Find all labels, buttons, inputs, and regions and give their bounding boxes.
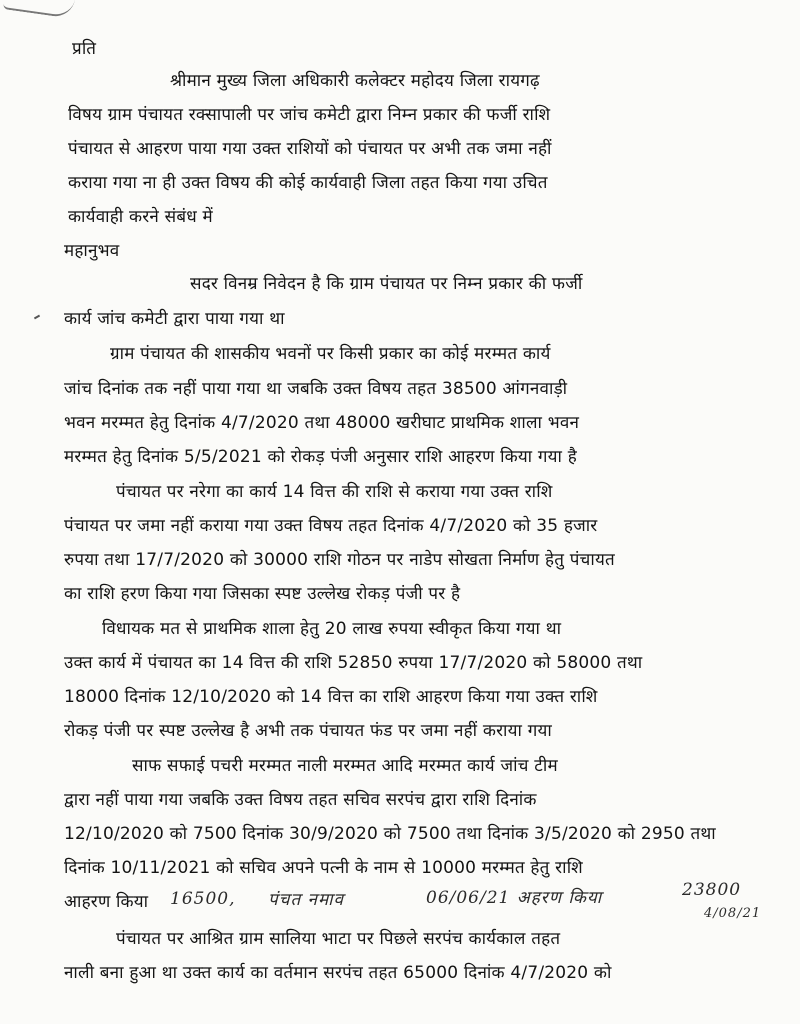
body-line-19: आहरण किया — [64, 892, 149, 912]
body-line-13: 18000 दिनांक 12/10/2020 को 14 वित्त का राशि आहरण किया गया उक्त राशि — [64, 687, 598, 707]
handwritten-total: 23800 — [682, 880, 742, 900]
body-line-12: उक्त कार्य में पंचायत का 14 वित्त की राशि 52850 रुपया 17/7/2020 को 58000 तथा — [64, 653, 643, 673]
subject-line-3: कराया गया ना ही उक्त विषय की कोई कार्यवाही जिला तहत किया गया उचित — [68, 173, 548, 193]
body-line-2: कार्य जांच कमेटी द्वारा पाया गया था — [64, 309, 285, 329]
handwritten-margin-date: 4/08/21 — [704, 906, 762, 921]
subject-line-1: विषय ग्राम पंचायत रक्सापाली पर जांच कमेटी द्वारा निम्न प्रकार की फर्जी राशि — [68, 105, 551, 125]
body-line-15: साफ सफाई पचरी मरम्मत नाली मरम्मत आदि मरम्मत कार्य जांच टीम — [132, 756, 558, 776]
body-line-5: भवन मरम्मत हेतु दिनांक 4/7/2020 तथा 48000 खरीघाट प्राथमिक शाला भवन — [64, 413, 580, 433]
body-line-10: का राशि हरण किया गया जिसका स्पष्ट उल्लेख रोकड़ पंजी पर है — [64, 584, 461, 604]
body-line-4: जांच दिनांक तक नहीं पाया गया था जबकि उक्त विषय तहत 38500 आंगनवाड़ी — [64, 379, 568, 399]
body-line-8: पंचायत पर जमा नहीं कराया गया उक्त विषय तहत दिनांक 4/7/2020 को 35 हजार — [64, 516, 598, 536]
body-line-3: ग्राम पंचायत की शासकीय भवनों पर किसी प्रकार का कोई मरम्मत कार्य — [110, 344, 551, 364]
body-line-16: द्वारा नहीं पाया गया जबकि उक्त विषय तहत सचिव सरपंच द्वारा राशि दिनांक — [64, 790, 537, 810]
corner-pen-mark — [3, 0, 75, 19]
greeting: महानुभव — [64, 241, 120, 261]
handwritten-date: 06/06/21 अहरण किया — [426, 888, 603, 908]
margin-pen-tick — [34, 315, 40, 320]
subject-line-4: कार्यवाही करने संबंध में — [68, 207, 213, 227]
salutation: प्रति — [72, 39, 97, 59]
body-line-17: 12/10/2020 को 7500 दिनांक 30/9/2020 को 7500 तथा दिनांक 3/5/2020 को 2950 तथा — [64, 824, 716, 844]
addressee: श्रीमान मुख्य जिला अधिकारी कलेक्टर महोदय जिला रायगढ़ — [170, 71, 540, 91]
body-line-14: रोकड़ पंजी पर स्पष्ट उल्लेख है अभी तक पंचायत फंड पर जमा नहीं कराया गया — [64, 721, 552, 741]
body-line-7: पंचायत पर नरेगा का कार्य 14 वित्त की राशि से कराया गया उक्त राशि — [116, 482, 553, 502]
handwritten-note: पंचत नमाव — [268, 890, 345, 910]
body-line-20: पंचायत पर आश्रित ग्राम सालिया भाटा पर पिछले सरपंच कार्यकाल तहत — [116, 929, 561, 949]
body-line-9: रुपया तथा 17/7/2020 को 30000 राशि गोठन पर नाडेप सोखता निर्माण हेतु पंचायत — [64, 550, 615, 570]
body-line-1: सदर विनम्र निवेदन है कि ग्राम पंचायत पर निम्न प्रकार की फर्जी — [190, 274, 583, 294]
body-line-18: दिनांक 10/11/2021 को सचिव अपने पत्नी के नाम से 10000 मरम्मत हेतु राशि — [64, 858, 583, 878]
body-line-21: नाली बना हुआ था उक्त कार्य का वर्तमान सरपंच तहत 65000 दिनांक 4/7/2020 को — [64, 963, 612, 983]
body-line-11: विधायक मत से प्राथमिक शाला हेतु 20 लाख रुपया स्वीकृत किया गया था — [102, 619, 562, 639]
body-line-6: मरम्मत हेतु दिनांक 5/5/2021 को रोकड़ पंजी अनुसार राशि आहरण किया गया है — [64, 447, 577, 467]
handwritten-amount: 16500, — [170, 889, 236, 909]
subject-line-2: पंचायत से आहरण पाया गया उक्त राशियों को पंचायत पर अभी तक जमा नहीं — [68, 139, 552, 159]
